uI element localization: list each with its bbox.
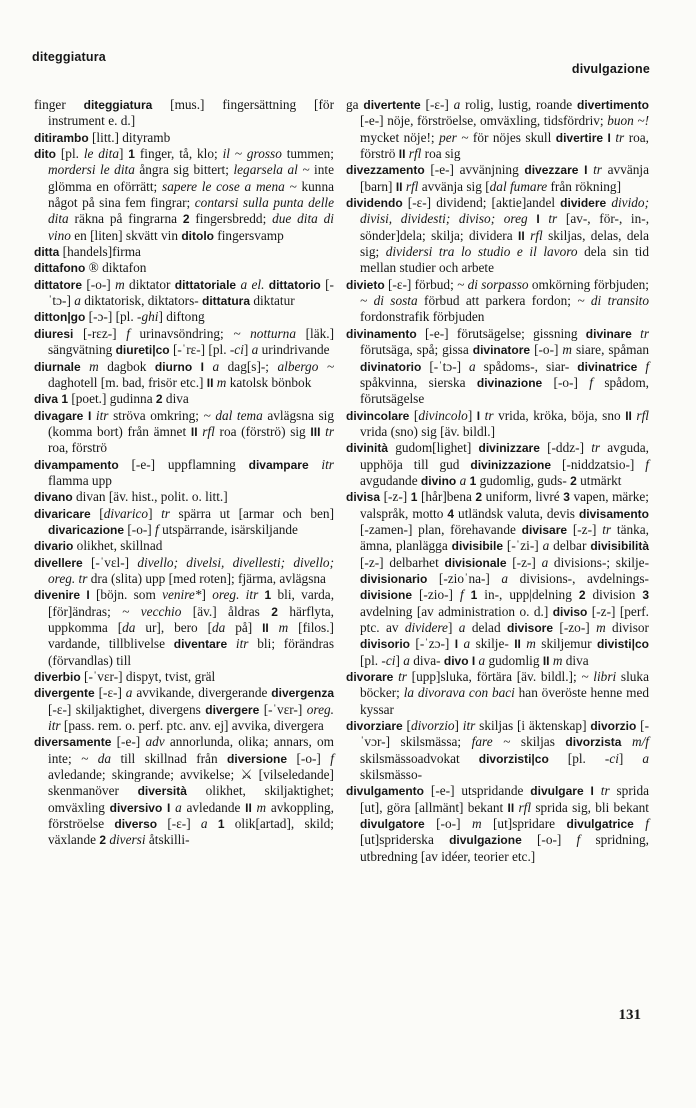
guide-word-right: divulgazione — [571, 62, 650, 76]
dictionary-entry: ditton|go [-ɔ-] [pl. -ghi] diftong — [34, 309, 205, 325]
dictionary-entry: ditta [handels]firma — [34, 244, 141, 260]
right-column — [346, 97, 649, 865]
dictionary-entry: finger diteggiatura [mus.] fingersättning [för instrument e. d.] — [34, 97, 334, 129]
dictionary-entry: dito [pl. le dita] 1 finger, tå, klo; il ~ grosso tummen; mordersi le dita ångra sig bittert; legarsela al ~ inte glömma en oförrätt; sapere le cose a mena ~ kunna något på sina fem fingrar; contarsi sulla punta delle dita räkna på fingrarna 2 fingersbredd; due dita di vino en [liten] skvätt vin ditolo fingersvamp — [34, 146, 335, 243]
dictionary-entry: divulgamento [-e-] utspridande divulgare I tr sprida [ut], göra [allmänt] bekant II rfl sprida sig, bli bekant divulgatore [-o-] m [ut]spridare divulgatrice f [ut]spriderska divulgazione [-o-] f spridning, utbredning [av idéer, teorier etc.] — [346, 783, 649, 864]
dictionary-entry: divisa [-z-] 1 [hår]bena 2 uniform, livré 3 vapen, märke; valspråk, motto 4 utländsk valuta, devis divisamento [-zamen-] plan, förehavande divisare [-z-] tr tänka, ämna, planlägga divisibile [-ˈzi-] a delbar divisibilità [-z-] delbarhet divisionale [-z-] a divisions-; skilje- divisionario [-zioˈna-] a divisions-, avdelnings- divisione [-zio-] f 1 in-, upp|delning 2 division 3 avdelning [av administration o. d.] diviso [-z-] [perf. ptc. av dividere] a delad divisore [-zo-] m divisor divisorio [-ˈzɔ-] I a skilje- II m skiljemur divisti|co [pl. -ci] a diva- divo I a gudomlig II m diva — [346, 489, 650, 668]
dictionary-entry: diverbio [-ˈvɛr-] dispyt, tvist, gräl — [34, 669, 216, 685]
dictionary-entry: divellere [-ˈvɛl-] divello; divelsi, divellesti; divello; oreg. tr dra (slita) upp [med roten]; fjärma, avlägsna — [34, 554, 334, 586]
dictionary-entry: dividendo [-ɛ-] dividend; [aktie]andel dividere divido; divisi, dividesti; diviso; oreg I tr [av-, för-, in-, sönder]dela; skilja; dividera II rfl skiljas, delas, dela sig; dividersi tra lo studio e il lavoro dela sin tid mellan studier och arbete — [346, 195, 650, 276]
dictionary-entry: divano divan [äv. hist., polit. o. litt.] — [34, 489, 228, 505]
dictionary-entry: divinità gudom[lighet] divinizzare [-ddz-] tr avguda, upphöja till gud divinizzazione [-niddzatsio-] f avgudande divino a 1 gudomlig, guds- 2 utmärkt — [346, 440, 650, 488]
dictionary-entry: divezzamento [-e-] avvänjning divezzare I tr avvänja [barn] II rfl avvänja sig [dal fumare från rökning] — [346, 162, 649, 194]
dictionary-entry: divorare tr [upp]sluka, förtära [äv. bildl.]; ~ libri sluka böcker; la divorava con baci han överöste henne med kyssar — [346, 669, 649, 717]
dictionary-entry: dittatore [-o-] m diktator dittatoriale a el. dittatorio [-ˈtɔ-] a diktatorisk, diktators- dittatura diktatur — [34, 276, 334, 309]
dictionary-entry: diurnale m dagbok diurno I a dag[s]-; albergo ~ daghotell [m. bad, frisör etc.] II m katolsk bönbok — [34, 358, 335, 390]
guide-word-left: diteggiatura — [32, 50, 106, 64]
dictionary-entry: divagare I itr ströva omkring; ~ dal tema avlägsna sig (komma bort) från ämnet II rfl roa (förströ) sig III tr roa, förströ — [34, 407, 335, 456]
dictionary-entry: divincolare [divincolo] I tr vrida, kröka, böja, sno II rfl vrida (sno) sig [äv. bildl.] — [346, 407, 649, 439]
dictionary-entry: divenire I [böjn. som venire*] oreg. itr 1 bli, varda, [för]ändras; ~ vecchio [äv.] åldras 2 härflyta, uppkomma [da ur], bero [da på] II m [filos.] vardande, tillblivelse diventare itr bli; förändras (förvandlas) till — [34, 587, 335, 668]
dictionary-entry: divergente [-ɛ-] a avvikande, divergerande divergenza [-ɛ-] skiljaktighet, divergens divergere [-ˈvɛr-] oreg. itr [pass. rem. o. perf. ptc. anv. ej] avvika, divergera — [34, 685, 334, 734]
dictionary-entry: divampamento [-e-] uppflamning divampare itr flamma upp — [34, 456, 334, 488]
dictionary-entry: diversamente [-e-] adv annorlunda, olika; annars, om inte; ~ da till skillnad från diversione [-o-] f avledande; skingrande; avvikelse; ⚔ [vilseledande] skenmanöver diversità olikhet, skiljaktighet; omväxling diversivo I a avledande II m avkoppling, förströelse diverso [-ɛ-] a 1 olik[artad], skild; växlande 2 diversi åtskilli- — [34, 734, 335, 848]
dictionary-entry: diuresi [-rɛz-] f urinavsöndring; ~ notturna [läk.] sängvätning diureti|co [-ˈrɛ-] [pl. -ci] a urindrivande — [34, 325, 335, 358]
left-column — [34, 97, 334, 849]
dictionary-entry: divieto [-ɛ-] förbud; ~ di sorpasso omkörning förbjuden; ~ di sosta förbud att parkera fordon; ~ di transito fordonstrafik förbjuden — [346, 276, 650, 325]
dictionary-entry: divaricare [divarico] tr spärra ut [armar och ben] divaricazione [-o-] f utspärrande, isärskiljande — [34, 505, 334, 537]
dictionary-entry: divinamento [-e-] förutsägelse; gissning divinare tr förutsäga, spå; gissa divinatore [-o-] m siare, spåman divinatorio [-ˈtɔ-] a spådoms-, siar- divinatrice f spåkvinna, sierska divinazione [-o-] f spådom, förutsägelse — [346, 325, 650, 407]
page-number: 131 — [618, 1007, 641, 1023]
dictionary-entry: divario olikhet, skillnad — [34, 538, 163, 554]
dictionary-entry: ga divertente [-ɛ-] a rolig, lustig, roande divertimento [-e-] nöje, förströelse, omväxling, tidsfördriv; buon ~! mycket nöje!; per ~ för nöjes skull divertire I tr roa, förströ II rfl roa sig — [346, 97, 649, 162]
dictionary-entry: diva 1 [poet.] gudinna 2 diva — [34, 391, 189, 407]
dictionary-entry: ditirambo [litt.] dityramb — [34, 129, 171, 145]
dictionary-entry: divorziare [divorzio] itr skiljas [i äktenskap] divorzio [-ˈvɔr-] skilsmässa; fare ~ skiljas divorzista m/f skilsmässoadvokat divorzisti|co [pl. -ci] a skilsmässo- — [346, 718, 650, 783]
dictionary-entry: dittafono ® diktafon — [34, 260, 147, 276]
